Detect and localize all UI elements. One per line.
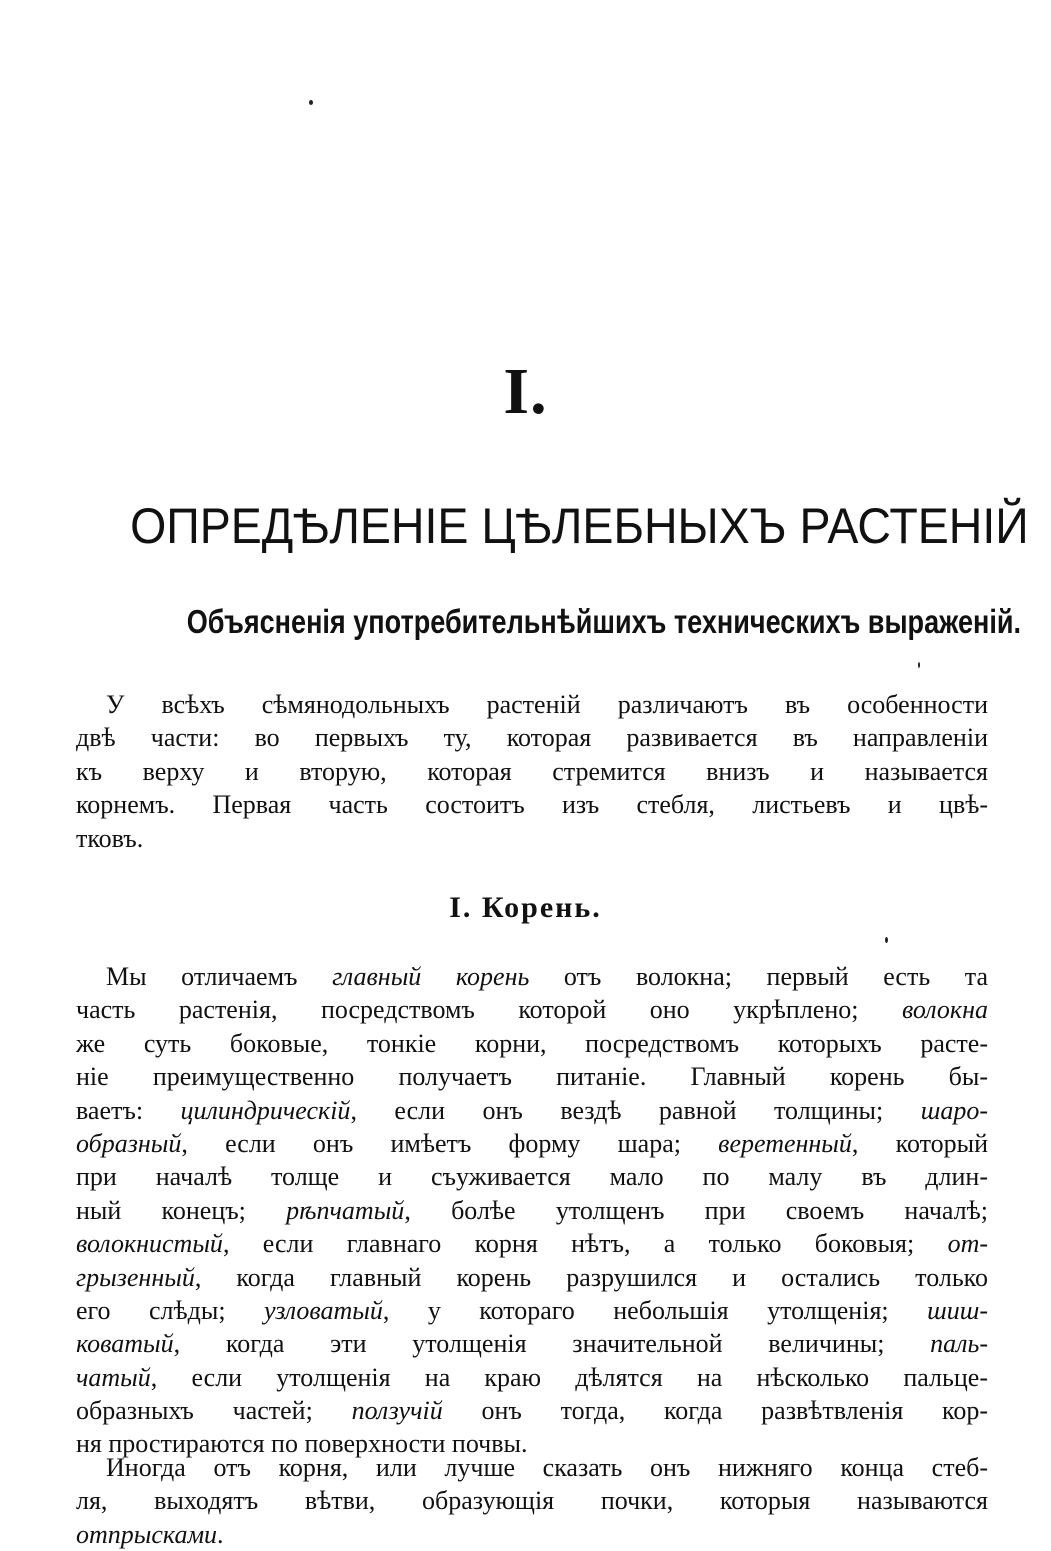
print-speck — [885, 937, 888, 943]
term: цилиндрическій — [180, 1095, 351, 1125]
text-line: же суть боковые, тонкіе корни, посредствомъ которыхъ расте- — [76, 1028, 988, 1058]
text-line: ный конецъ; рѣпчатый, болѣе утолщенъ при своемъ началѣ; — [76, 1195, 988, 1225]
text-line: тковъ. — [76, 823, 144, 853]
text-line: его слѣды; узловатый, у котораго небольшія утолщенія; шиш- — [76, 1295, 988, 1325]
text-line: коватый, когда эти утолщенія значительной величины; паль- — [76, 1329, 988, 1359]
term: веретенный — [718, 1128, 852, 1158]
offshoot-paragraph — [76, 1451, 988, 1551]
term: волокна — [901, 995, 988, 1025]
chapter-subtitle: Объясненія употребительнѣйшихъ техническихъ выраженій. — [186, 603, 1022, 640]
text-line: ніе преимущественно получаетъ питаніе. Главный корень бы- — [76, 1062, 988, 1092]
text-line: образный, если онъ имѣетъ форму шара; веретенный, который — [76, 1128, 988, 1158]
term: шаро- — [920, 1095, 988, 1125]
term: паль- — [930, 1329, 988, 1359]
term: грызенный — [76, 1262, 195, 1292]
text-line: двѣ части: во первыхъ ту, которая развивается въ направленіи — [76, 723, 988, 753]
text-line: ваетъ: цилиндрическій, если онъ вездѣ равной толщины; шаро- — [76, 1095, 988, 1125]
text-line: ля, выходятъ вѣтви, образующія почки, которыя называются — [76, 1486, 988, 1516]
text-line: чатый, если утолщенія на краю дѣлятся на нѣсколько пальце- — [76, 1362, 988, 1392]
text-line: грызенный, когда главный корень разрушился и остались только — [76, 1262, 988, 1292]
term: волокнистый — [76, 1229, 223, 1259]
text-line: къ верху и вторую, которая стремится внизъ и называется — [76, 756, 988, 786]
text-line: У всѣхъ сѣмянодольныхъ растеній различаютъ въ особенности — [106, 690, 988, 719]
text-line: волокнистый, если главнаго корня нѣтъ, а только боковыя; от- — [76, 1229, 988, 1259]
term: чатый — [76, 1362, 151, 1392]
term: коватый — [76, 1329, 174, 1359]
term: шиш- — [927, 1295, 988, 1325]
text-line: при началѣ толще и съуживается мало по малу въ длин- — [76, 1162, 988, 1192]
section-heading: I. Корень. — [449, 891, 602, 924]
term: отпрысками — [76, 1519, 218, 1549]
text-line: ня простираются по поверхности почвы. — [76, 1429, 528, 1459]
print-speck — [309, 100, 313, 105]
chapter-title: ОПРЕДѢЛЕНІЕ ЦѢЛЕБНЫХЪ РАСТЕНІЙ — [130, 498, 1029, 554]
text-line: Мы отличаемъ главный корень отъ волокна; первый есть та — [106, 962, 988, 991]
term: узловатый — [264, 1295, 383, 1325]
term: рѣпчатый — [286, 1195, 405, 1225]
term: от- — [947, 1229, 988, 1259]
text-line: часть растенія, посредствомъ которой оно укрѣплено; волокна — [76, 995, 988, 1025]
text-line: корнемъ. Первая часть состоитъ изъ стебля, листьевъ и цвѣ- — [76, 790, 988, 820]
chapter-number: I. — [503, 355, 548, 428]
intro-paragraph — [76, 688, 988, 855]
term: образный — [76, 1128, 182, 1158]
text-line: образныхъ частей; ползучій онъ тогда, когда развѣтвленія кор- — [76, 1396, 989, 1426]
text-line: отпрысками. — [76, 1519, 224, 1549]
term: главный корень — [332, 962, 530, 991]
text-line: Иногда отъ корня, или лучше сказать онъ нижняго конца стеб- — [106, 1453, 988, 1482]
term: ползучій — [351, 1396, 443, 1426]
print-speck — [918, 662, 920, 668]
root-paragraph — [76, 960, 988, 1461]
